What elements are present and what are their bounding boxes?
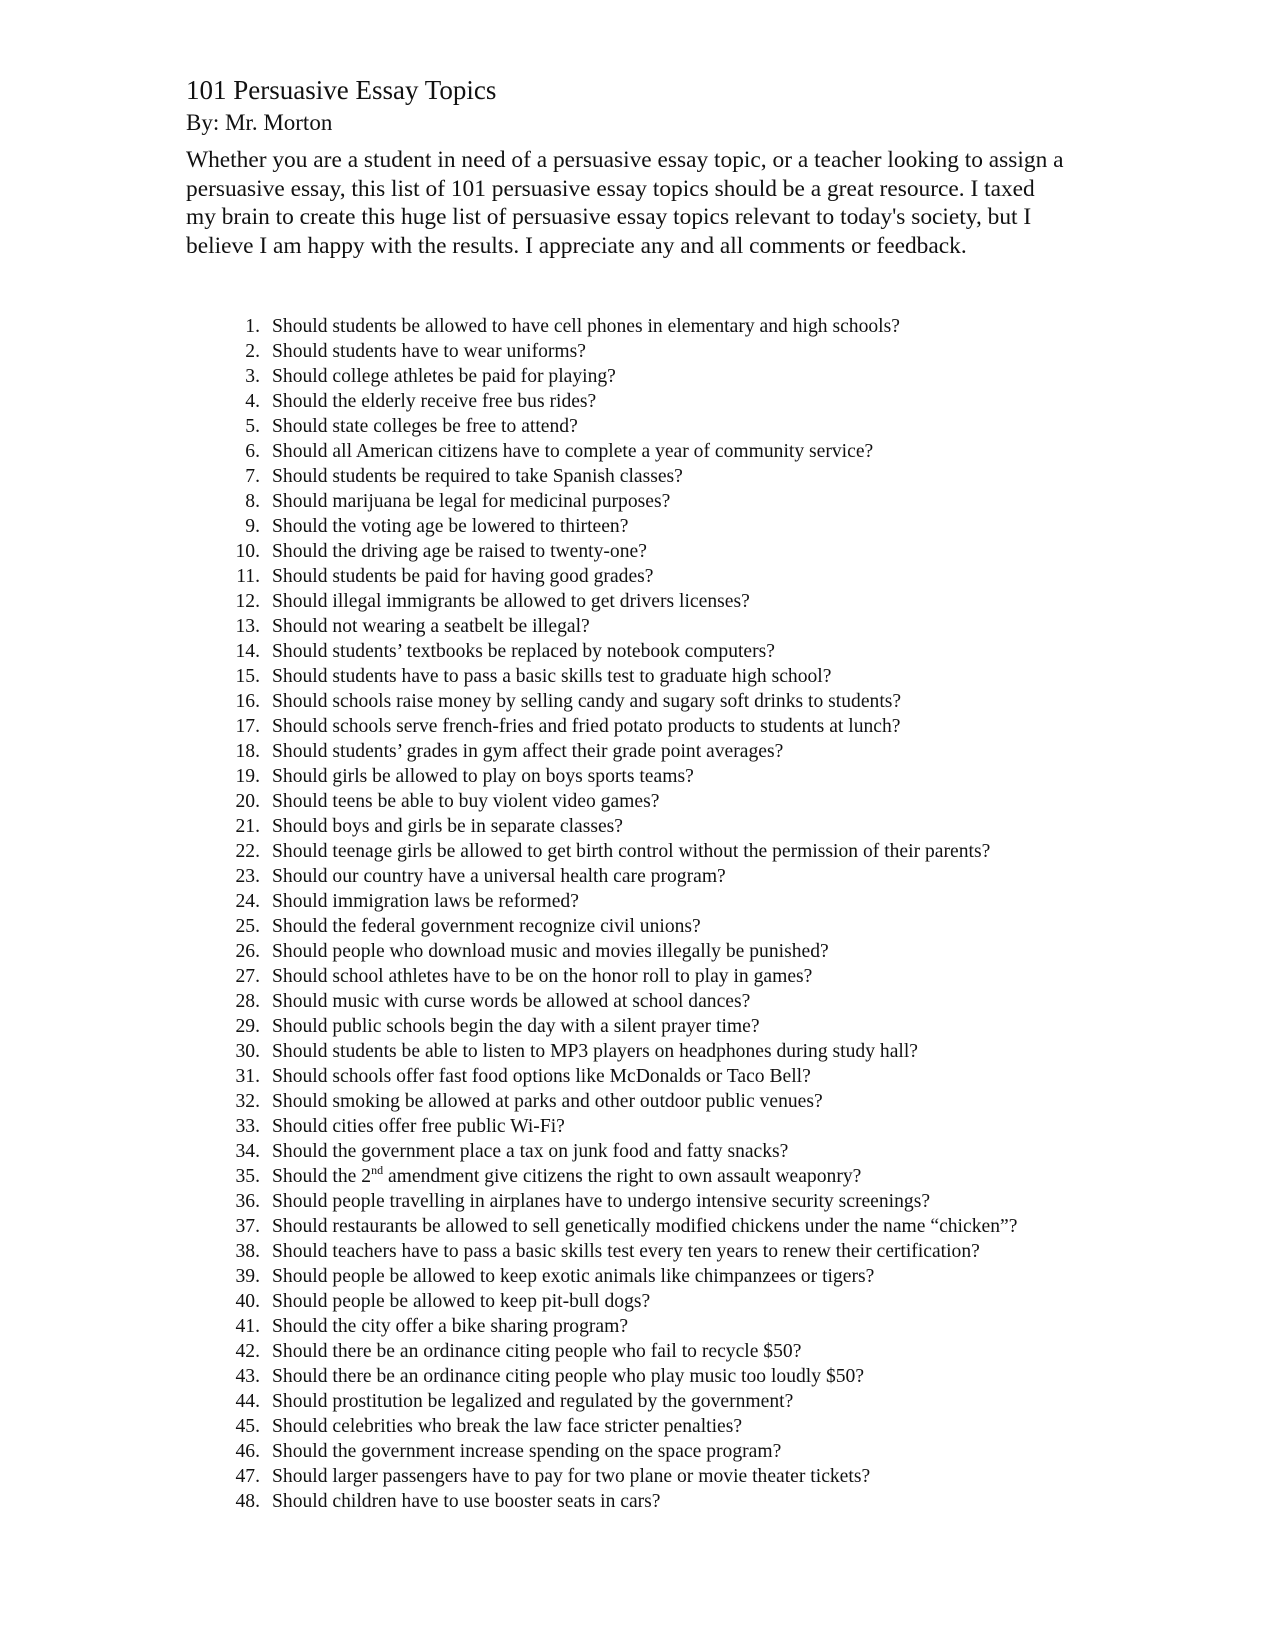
topic-text: Should music with curse words be allowed at school dances?	[272, 991, 751, 1012]
topic-number: 19.	[235, 766, 260, 787]
topic-item	[224, 389, 1064, 414]
topic-item	[224, 764, 1064, 789]
topic-item	[224, 914, 1064, 939]
topic-number: 36.	[235, 1191, 260, 1212]
topic-text: Should state colleges be free to attend?	[272, 416, 578, 437]
topic-number: 27.	[235, 966, 260, 987]
topic-text: Should students be paid for having good grades?	[272, 566, 654, 587]
topic-text: Should larger passengers have to pay for two plane or movie theater tickets?	[272, 1466, 871, 1487]
topic-number: 17.	[235, 716, 260, 737]
topic-number: 34.	[235, 1141, 260, 1162]
topic-item	[224, 1239, 1064, 1264]
topic-item	[224, 664, 1064, 689]
topic-text: Should the government place a tax on junk food and fatty snacks?	[272, 1141, 789, 1162]
topic-text: Should college athletes be paid for playing?	[272, 366, 616, 387]
topic-number: 47.	[235, 1466, 260, 1487]
topic-item	[224, 464, 1064, 489]
topic-number: 25.	[235, 916, 260, 937]
topic-item	[224, 1414, 1064, 1439]
topic-number: 32.	[235, 1091, 260, 1112]
topic-number: 43.	[235, 1366, 260, 1387]
topic-item	[224, 839, 1064, 864]
topic-text: Should all American citizens have to complete a year of community service?	[272, 441, 874, 462]
topic-text: Should people who download music and movies illegally be punished?	[272, 941, 829, 962]
topic-text: Should schools offer fast food options like McDonalds or Taco Bell?	[272, 1066, 811, 1087]
topic-number: 29.	[235, 1016, 260, 1037]
topic-item	[224, 739, 1064, 764]
topic-text: Should people travelling in airplanes have to undergo intensive security screenings?	[272, 1191, 931, 1212]
document-page	[186, 72, 1066, 1512]
topic-item	[224, 1214, 1064, 1239]
topic-text	[272, 1164, 1062, 1189]
topic-text: Should illegal immigrants be allowed to get drivers licenses?	[272, 591, 750, 612]
topic-number: 15.	[235, 666, 260, 687]
topic-text: Should cities offer free public Wi-Fi?	[272, 1116, 565, 1137]
topic-item	[224, 1264, 1064, 1289]
topic-text: Should restaurants be allowed to sell genetically modified chickens under the name “chicken”?	[272, 1216, 1018, 1237]
topic-text: Should students’ textbooks be replaced by notebook computers?	[272, 641, 775, 662]
topic-item	[224, 614, 1064, 639]
topic-number: 48.	[235, 1491, 260, 1512]
topic-text: Should smoking be allowed at parks and other outdoor public venues?	[272, 1091, 823, 1112]
topic-item	[224, 889, 1064, 914]
topic-number: 7.	[245, 466, 260, 487]
topic-text: Should school athletes have to be on the honor roll to play in games?	[272, 966, 813, 987]
topic-text: Should the federal government recognize civil unions?	[272, 916, 701, 937]
topic-item	[224, 1164, 1064, 1189]
topic-number: 37.	[235, 1216, 260, 1237]
topic-number: 10.	[235, 541, 260, 562]
topic-item	[224, 1489, 1064, 1514]
topic-text: Should students be allowed to have cell phones in elementary and high schools?	[272, 316, 900, 337]
topic-text: Should people be allowed to keep exotic animals like chimpanzees or tigers?	[272, 1266, 875, 1287]
topic-item	[224, 564, 1064, 589]
topic-item	[224, 1364, 1064, 1389]
topic-text: Should people be allowed to keep pit-bull dogs?	[272, 1291, 651, 1312]
topic-item	[224, 1114, 1064, 1139]
topic-item	[224, 1064, 1064, 1089]
topic-item	[224, 1139, 1064, 1164]
topic-text: Should students have to wear uniforms?	[272, 341, 586, 362]
topic-text: Should prostitution be legalized and regulated by the government?	[272, 1391, 794, 1412]
topic-text: Should children have to use booster seats in cars?	[272, 1491, 661, 1512]
topic-number: 14.	[235, 641, 260, 662]
document-title: 101 Persuasive Essay Topics	[186, 75, 497, 105]
topic-text: Should there be an ordinance citing people who play music too loudly $50?	[272, 1366, 865, 1387]
topic-number: 30.	[235, 1041, 260, 1062]
topic-item	[224, 814, 1064, 839]
topic-item	[224, 489, 1064, 514]
topic-number: 3.	[245, 366, 260, 387]
topic-item	[224, 414, 1064, 439]
topic-item	[224, 314, 1064, 339]
topic-item	[224, 439, 1064, 464]
topic-number: 23.	[235, 866, 260, 887]
topic-item	[224, 639, 1064, 664]
topic-number: 16.	[235, 691, 260, 712]
topic-list	[224, 314, 1064, 1514]
topic-number: 4.	[245, 391, 260, 412]
topic-item	[224, 1039, 1064, 1064]
topic-number: 1.	[245, 316, 260, 337]
topic-text: Should students’ grades in gym affect their grade point averages?	[272, 741, 784, 762]
topic-text: Should schools raise money by selling candy and sugary soft drinks to students?	[272, 691, 902, 712]
topic-number: 42.	[235, 1341, 260, 1362]
topic-number: 28.	[235, 991, 260, 1012]
topic-item	[224, 514, 1064, 539]
topic-number: 39.	[235, 1266, 260, 1287]
topic-item	[224, 339, 1064, 364]
topic-number: 38.	[235, 1241, 260, 1262]
topic-text: Should public schools begin the day with a silent prayer time?	[272, 1016, 760, 1037]
topic-text: Should not wearing a seatbelt be illegal?	[272, 616, 590, 637]
topic-text: Should immigration laws be reformed?	[272, 891, 579, 912]
topic-number: 24.	[235, 891, 260, 912]
topic-number: 26.	[235, 941, 260, 962]
topic-number: 40.	[235, 1291, 260, 1312]
topic-text: Should teens be able to buy violent video games?	[272, 791, 660, 812]
topic-text: Should marijuana be legal for medicinal purposes?	[272, 491, 671, 512]
topic-item	[224, 1439, 1064, 1464]
topic-text: Should students have to pass a basic skills test to graduate high school?	[272, 666, 832, 687]
topic-number: 2.	[245, 341, 260, 362]
topic-number: 46.	[235, 1441, 260, 1462]
topic-number: 35.	[235, 1166, 260, 1187]
topic-number: 12.	[235, 591, 260, 612]
topic-text: Should boys and girls be in separate classes?	[272, 816, 623, 837]
topic-text-part: amendment give citizens the right to own assault weaponry?	[383, 1166, 862, 1187]
topic-item	[224, 964, 1064, 989]
topic-text: Should the elderly receive free bus rides?	[272, 391, 597, 412]
topic-number: 22.	[235, 841, 260, 862]
topic-item	[224, 589, 1064, 614]
topic-text: Should teenage girls be allowed to get birth control without the permission of their parents?	[272, 841, 991, 862]
topic-text: Should students be required to take Spanish classes?	[272, 466, 683, 487]
topic-number: 45.	[235, 1416, 260, 1437]
topic-text: Should girls be allowed to play on boys sports teams?	[272, 766, 694, 787]
topic-item	[224, 789, 1064, 814]
topic-number: 13.	[235, 616, 260, 637]
topic-item	[224, 689, 1064, 714]
topic-text: Should the driving age be raised to twenty-one?	[272, 541, 647, 562]
document-byline: By: Mr. Morton	[186, 110, 333, 135]
topic-number: 21.	[235, 816, 260, 837]
topic-item	[224, 539, 1064, 564]
topic-text: Should the city offer a bike sharing program?	[272, 1316, 629, 1337]
topic-item	[224, 939, 1064, 964]
topic-item	[224, 1014, 1064, 1039]
topic-number: 44.	[235, 1391, 260, 1412]
topic-number: 18.	[235, 741, 260, 762]
topic-number: 11.	[236, 566, 260, 587]
topic-item	[224, 1314, 1064, 1339]
topic-text: Should teachers have to pass a basic skills test every ten years to renew their certification?	[272, 1241, 980, 1262]
topic-number: 9.	[245, 516, 260, 537]
topic-number: 8.	[245, 491, 260, 512]
topic-item	[224, 1189, 1064, 1214]
topic-number: 6.	[245, 441, 260, 462]
topic-item	[224, 864, 1064, 889]
topic-text: Should the voting age be lowered to thirteen?	[272, 516, 629, 537]
topic-item	[224, 1089, 1064, 1114]
intro-paragraph: Whether you are a student in need of a persuasive essay topic, or a teacher looking to assign a persuasive essay, this list of 101 persuasive essay topics should be a great resource. I taxed my brain to create this huge list of persuasive essay topics relevant to today's society, but I believe I am happy with the results. I appreciate any and all comments or feedback.	[186, 147, 1064, 259]
topic-text: Should celebrities who break the law face stricter penalties?	[272, 1416, 743, 1437]
topic-text: Should there be an ordinance citing people who fail to recycle $50?	[272, 1341, 802, 1362]
topic-item	[224, 989, 1064, 1014]
topic-item	[224, 1339, 1064, 1364]
topic-item	[224, 364, 1064, 389]
topic-item	[224, 714, 1064, 739]
topic-text-part: Should the 2	[272, 1166, 372, 1187]
topic-item	[224, 1289, 1064, 1314]
topic-item	[224, 1464, 1064, 1489]
topic-text: Should students be able to listen to MP3 players on headphones during study hall?	[272, 1041, 918, 1062]
topic-text: Should schools serve french-fries and fried potato products to students at lunch?	[272, 716, 901, 737]
topic-number: 20.	[235, 791, 260, 812]
topic-number: 31.	[235, 1066, 260, 1087]
topic-number: 41.	[235, 1316, 260, 1337]
topic-text: Should the government increase spending on the space program?	[272, 1441, 782, 1462]
ordinal-superscript: nd	[371, 1163, 384, 1177]
topic-number: 33.	[235, 1116, 260, 1137]
topic-text: Should our country have a universal health care program?	[272, 866, 726, 887]
topic-number: 5.	[245, 416, 260, 437]
topic-item	[224, 1389, 1064, 1414]
